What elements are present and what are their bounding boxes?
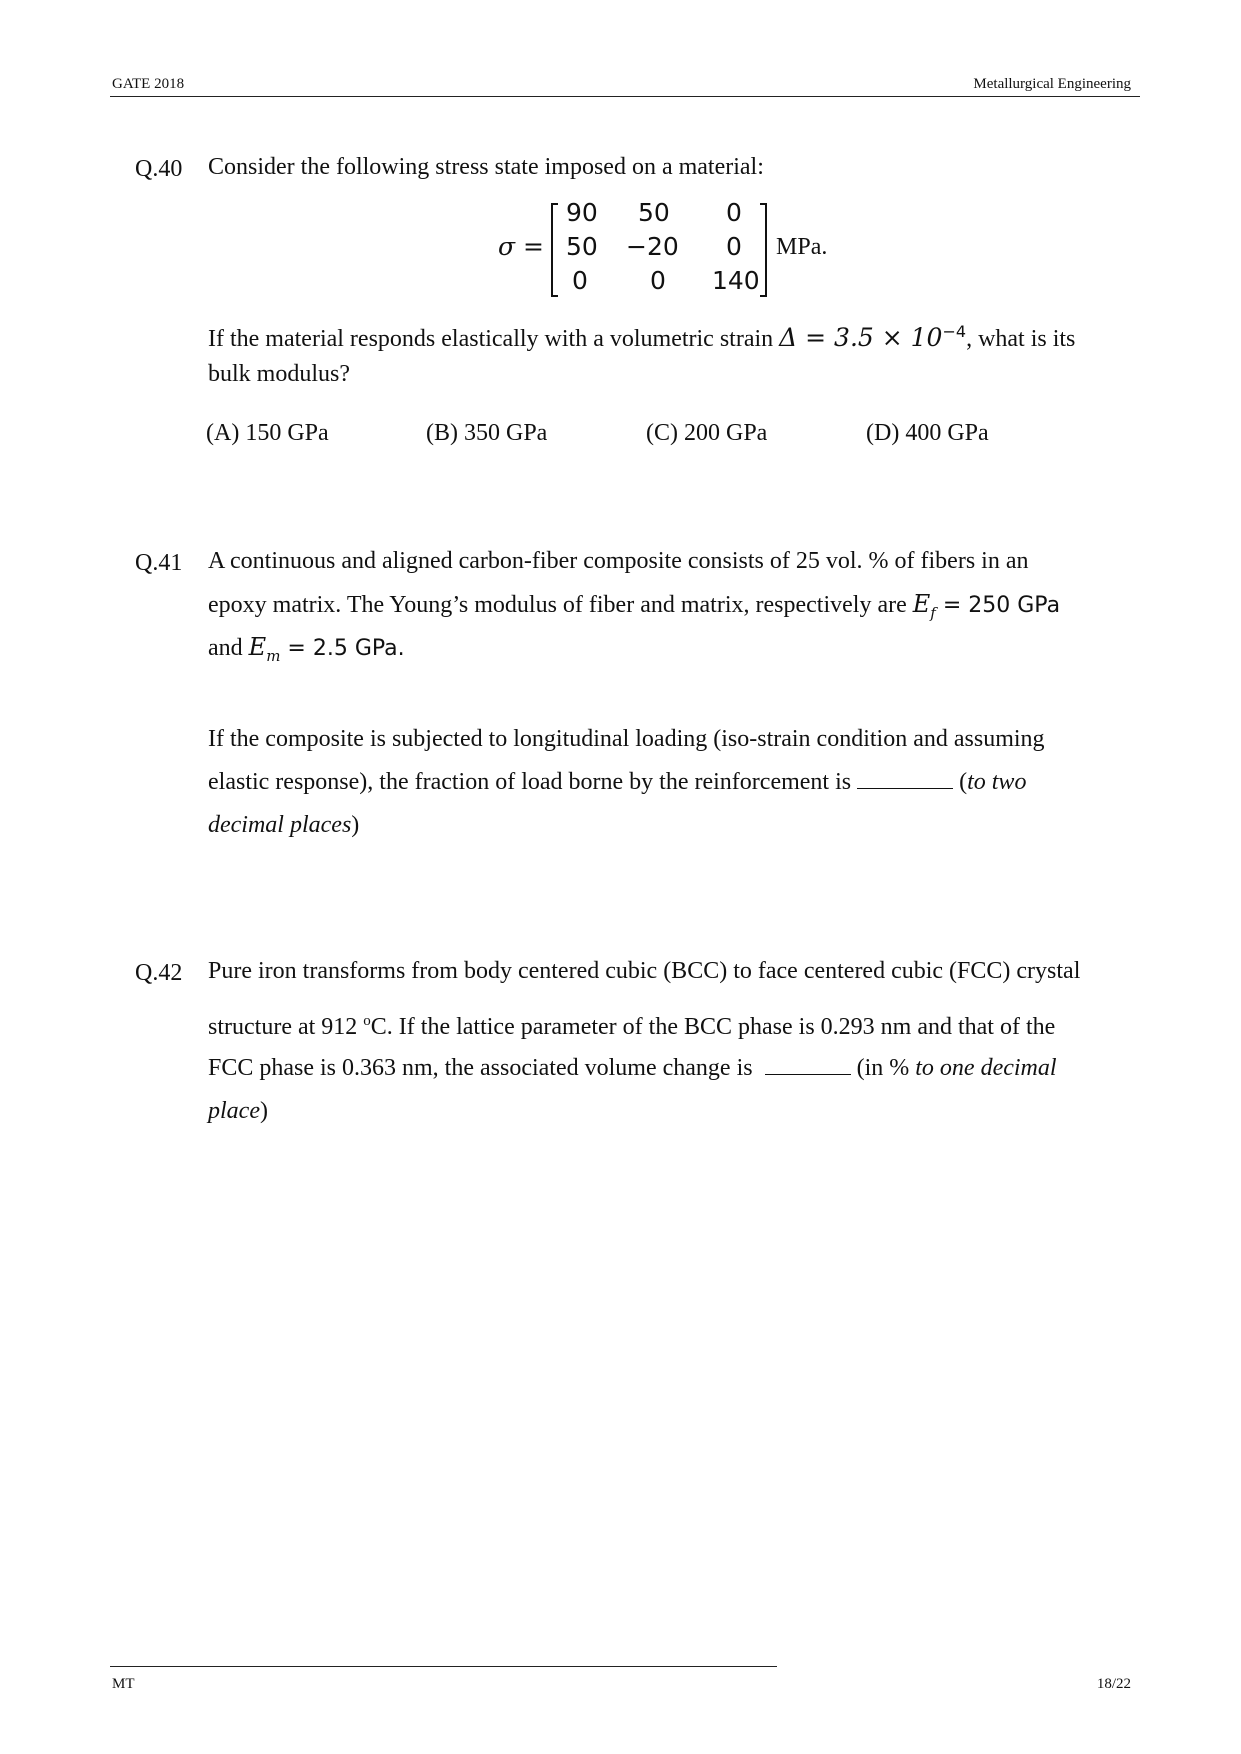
q40-option-a: (A) 150 GPa (206, 420, 329, 446)
q41-precision-text: to two (967, 769, 1027, 795)
q40-line3: bulk modulus? (208, 361, 350, 387)
matrix-cell: 0 (726, 232, 742, 261)
matrix-cell: 50 (566, 232, 598, 261)
q42-line2-rest: C. If the lattice parameter of the BCC phase is 0.293 nm and that of the (370, 1014, 1056, 1040)
page-number: 18/22 (1096, 1676, 1131, 1692)
q41-para2-text: elastic response), the fraction of load borne by the reinforcement is (208, 769, 852, 795)
header-left: GATE 2018 (112, 76, 185, 92)
q42-number: Q.42 (135, 960, 183, 986)
matrix-cell: 90 (566, 198, 598, 227)
q40-line2-end: , what is its (966, 326, 1076, 352)
matrix-cell: 0 (726, 198, 742, 227)
q40-exponent: −4 (942, 322, 967, 341)
q42-paren-close: ) (259, 1098, 268, 1124)
matrix-cell: 50 (638, 198, 670, 227)
header-rule (110, 96, 1140, 97)
q41-para2-line2 (208, 761, 1026, 804)
q40-stem: Consider the following stress state imposed on a material: (208, 154, 764, 180)
q41-em: E (248, 633, 267, 661)
q41-line3 (208, 626, 405, 678)
q40-option-b: (B) 350 GPa (426, 420, 548, 446)
q40-line2-text: If the material responds elastically with a volumetric strain (208, 326, 774, 352)
q41-line3-text: and (208, 635, 243, 661)
q42-line3 (208, 1047, 1057, 1090)
q40-unit: MPa. (776, 234, 828, 260)
q42-line4 (208, 1090, 268, 1133)
footer-rule (110, 1666, 777, 1667)
matrix-cell: 140 (712, 266, 760, 295)
q42-line2 (208, 1000, 1055, 1049)
q41-em-sub: m (266, 646, 281, 665)
degree-symbol: o (363, 1013, 371, 1029)
matrix-cell: 0 (650, 266, 666, 295)
answer-blank (765, 1054, 851, 1075)
answer-blank (857, 768, 953, 789)
q41-para2-line3 (208, 804, 359, 847)
footer-left: MT (112, 1676, 135, 1692)
q40-number: Q.40 (135, 156, 183, 182)
q42-precision-text-2: place (208, 1098, 260, 1124)
q41-em-val: = 2.5 GPa. (280, 636, 405, 661)
q40-strain: Δ = 3.5 × 10 (779, 323, 943, 352)
q41-line1: A continuous and aligned carbon-fiber composite consists of 25 vol. % of fibers in an (208, 548, 1029, 574)
q40-option-d: (D) 400 GPa (866, 420, 989, 446)
q41-number: Q.41 (135, 550, 183, 576)
q41-paren-open: ( (959, 769, 968, 795)
q42-line2-text: structure at 912 (208, 1014, 358, 1040)
header-right: Metallurgical Engineering (973, 76, 1131, 92)
q41-precision-text-2: decimal places (208, 812, 352, 838)
q42-precision-text: to one decimal (915, 1055, 1057, 1081)
q41-line2-text: epoxy matrix. The Young’s modulus of fiber and matrix, respectively are (208, 592, 907, 618)
q41-ef: E (912, 590, 931, 618)
q41-paren-close: ) (351, 812, 360, 838)
q41-ef-val: = 250 GPa (935, 593, 1061, 618)
matrix-cell: −20 (626, 232, 679, 261)
q40-option-c: (C) 200 GPa (646, 420, 768, 446)
q41-para2-line1: If the composite is subjected to longitudinal loading (iso-strain condition and assuming (208, 726, 1045, 752)
q40-sigma: σ = (498, 232, 544, 261)
q42-unit-text: (in % (856, 1055, 910, 1081)
q42-line3-text: FCC phase is 0.363 nm, the associated volume change is (208, 1055, 753, 1081)
matrix-cell: 0 (572, 266, 588, 295)
q42-line1: Pure iron transforms from body centered cubic (BCC) to face centered cubic (FCC) crystal (208, 958, 1081, 984)
q41-ef-sub: f (930, 603, 936, 622)
